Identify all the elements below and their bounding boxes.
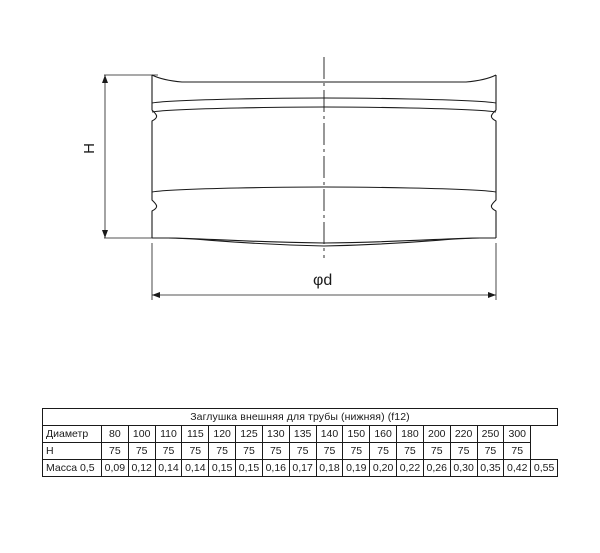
cell-diameter-9: 150 — [343, 426, 370, 443]
cell-h-15: 75 — [504, 443, 531, 460]
cell-diameter-14: 250 — [477, 426, 504, 443]
table-title: Заглушка внешняя для трубы (нижняя) (f12) — [43, 409, 558, 426]
cell-h-6: 75 — [262, 443, 289, 460]
row-header-h: H — [43, 443, 102, 460]
cell-diameter-6: 130 — [262, 426, 289, 443]
cell-h-13: 75 — [450, 443, 477, 460]
cell-diameter-12: 200 — [423, 426, 450, 443]
cell-mass-5: 0,15 — [236, 460, 263, 477]
cell-diameter-0: 80 — [101, 426, 128, 443]
cell-mass-9: 0,19 — [343, 460, 370, 477]
h-arrow-top — [102, 75, 108, 83]
cap-left-profile — [152, 75, 157, 238]
cell-h-10: 75 — [370, 443, 397, 460]
cell-mass-3: 0,14 — [182, 460, 209, 477]
table-row — [43, 460, 558, 477]
cell-mass-15: 0,42 — [504, 460, 531, 477]
cell-diameter-8: 140 — [316, 426, 343, 443]
cell-h-5: 75 — [236, 443, 263, 460]
cell-h-8: 75 — [316, 443, 343, 460]
cell-mass-1: 0,12 — [128, 460, 155, 477]
cell-diameter-11: 180 — [397, 426, 424, 443]
cell-h-11: 75 — [397, 443, 424, 460]
cell-diameter-7: 135 — [289, 426, 316, 443]
cell-h-0: 75 — [101, 443, 128, 460]
cap-right-profile — [491, 75, 496, 238]
cell-diameter-1: 100 — [128, 426, 155, 443]
cell-mass-0: 0,09 — [101, 460, 128, 477]
cell-mass-10: 0,20 — [370, 460, 397, 477]
cell-mass-4: 0,15 — [209, 460, 236, 477]
table-row — [43, 443, 558, 460]
cell-h-12: 75 — [423, 443, 450, 460]
row-header-mass: Масса 0,5 — [43, 460, 102, 477]
cell-diameter-4: 120 — [209, 426, 236, 443]
cell-mass-2: 0,14 — [155, 460, 182, 477]
cell-mass-11: 0,22 — [397, 460, 424, 477]
cell-h-9: 75 — [343, 443, 370, 460]
cell-mass-7: 0,17 — [289, 460, 316, 477]
cell-diameter-2: 110 — [155, 426, 182, 443]
cell-h-3: 75 — [182, 443, 209, 460]
cell-h-1: 75 — [128, 443, 155, 460]
cell-diameter-13: 220 — [450, 426, 477, 443]
cell-diameter-10: 160 — [370, 426, 397, 443]
cell-h-4: 75 — [209, 443, 236, 460]
d-arrow-left — [152, 292, 160, 298]
cell-mass-14: 0,35 — [477, 460, 504, 477]
row-header-diameter: Диаметр — [43, 426, 102, 443]
table-title-row — [43, 409, 558, 426]
table-row — [43, 426, 558, 443]
cell-mass-13: 0,30 — [450, 460, 477, 477]
h-arrow-bottom — [102, 230, 108, 238]
d-arrow-right — [488, 292, 496, 298]
cell-mass-8: 0,18 — [316, 460, 343, 477]
cell-h-7: 75 — [289, 443, 316, 460]
cell-h-2: 75 — [155, 443, 182, 460]
cell-diameter-15: 300 — [504, 426, 531, 443]
cell-diameter-5: 125 — [236, 426, 263, 443]
diameter-dimension-label: φd — [313, 272, 333, 289]
height-dimension-label: H — [80, 143, 98, 154]
cell-diameter-3: 115 — [182, 426, 209, 443]
cell-mass-6: 0,16 — [262, 460, 289, 477]
cell-mass-16: 0,55 — [531, 460, 558, 477]
cell-mass-12: 0,26 — [423, 460, 450, 477]
cell-h-14: 75 — [477, 443, 504, 460]
specification-table — [42, 408, 558, 477]
